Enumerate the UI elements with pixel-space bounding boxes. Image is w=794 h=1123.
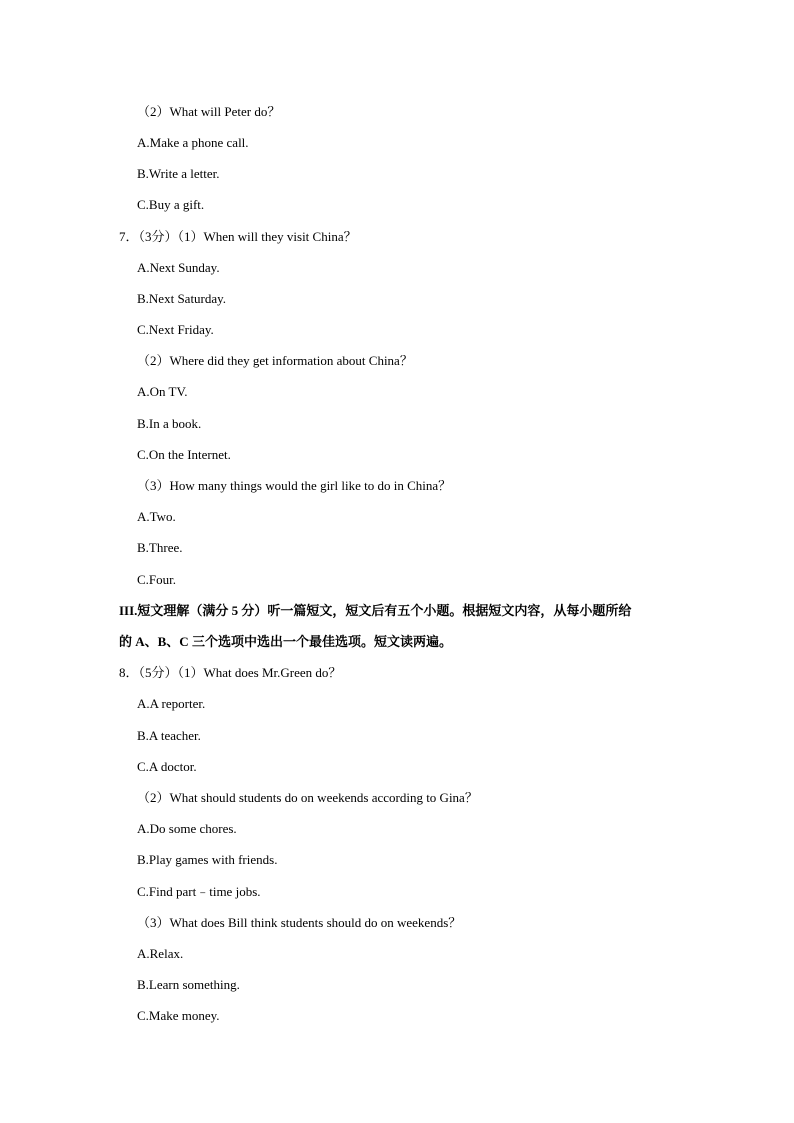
q6-sub2-option-c: C.Buy a gift. (137, 197, 205, 212)
q7-sub1-option-a: A.Next Sunday. (137, 260, 220, 275)
q8-sub1-option-a: A.A reporter. (137, 696, 206, 711)
q7-sub2-option-a: A.On TV. (137, 384, 188, 399)
q7-sub2-option-c: C.On the Internet. (137, 447, 231, 462)
q7-header: 7．（3分）（1）When will they visit China？ (119, 229, 357, 244)
q7-sub2-option-b: B.In a book. (137, 416, 202, 431)
q7-sub1-option-c: C.Next Friday. (137, 322, 214, 337)
q7-sub3-option-a: A.Two. (137, 509, 176, 524)
section-3-instructions-line1: III.短文理解（满分 5 分）听一篇短文，短文后有五个小题。根据短文内容，从每小题所给 (119, 603, 632, 618)
q8-sub2-option-a: A.Do some chores. (137, 821, 237, 836)
section-3-instructions-line2: 的 A、B、C 三个选项中选出一个最佳选项。短文读两遍。 (119, 634, 452, 649)
q8-sub3-prompt: （3）What does Bill think students should do on weekends？ (137, 915, 462, 930)
q8-header: 8．（5分）（1）What does Mr.Green do？ (119, 665, 342, 680)
q8-sub3-option-b: B.Learn something. (137, 977, 240, 992)
q6-sub2-option-b: B.Write a letter. (137, 166, 220, 181)
q7-sub3-option-c: C.Four. (137, 572, 177, 587)
q8-sub2-option-c: C.Find part﹣time jobs. (137, 884, 261, 899)
q7-sub3-option-b: B.Three. (137, 540, 183, 555)
q8-sub1-option-b: B.A teacher. (137, 728, 201, 743)
q6-sub2-option-a: A.Make a phone call. (137, 135, 249, 150)
q6-sub2-prompt: （2）What will Peter do？ (137, 104, 281, 119)
q8-sub2-option-b: B.Play games with friends. (137, 852, 278, 867)
q8-sub2-prompt: （2）What should students do on weekends according to Gina？ (137, 790, 478, 805)
q8-sub3-option-a: A.Relax. (137, 946, 184, 961)
q7-sub3-prompt: （3）How many things would the girl like to do in China？ (137, 478, 452, 493)
q7-sub2-prompt: （2）Where did they get information about China？ (137, 353, 413, 368)
q8-sub1-option-c: C.A doctor. (137, 759, 197, 774)
q8-sub3-option-c: C.Make money. (137, 1008, 220, 1023)
q7-sub1-option-b: B.Next Saturday. (137, 291, 227, 306)
